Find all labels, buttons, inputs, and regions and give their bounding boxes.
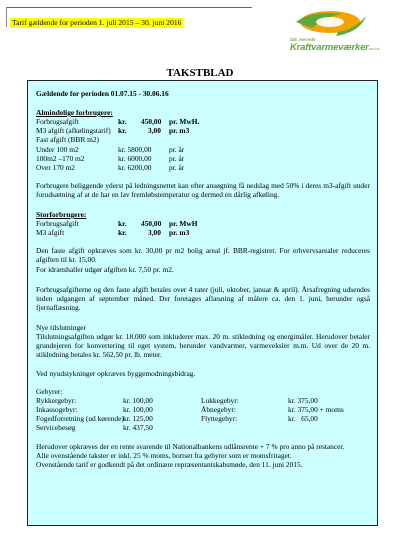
tariff-box xyxy=(27,80,378,526)
fast-row-label: 100m2 –170 m2 xyxy=(36,154,85,163)
tilslutning-paragraph: Tilslutningsafgiften udgør kr. 18.000 som inkluderer max. 20 m. stikledning og energimåler. Herudover betaler grundejeren for konvertering til eget system, herunder vandvarmer, varmeveksler m.m. Ud over de 20 m. stikledning betales kr. 562,50 pr. lb. meter. xyxy=(36,332,370,360)
alm-row-kr: kr. xyxy=(118,126,127,135)
gebyr-amount: kr. 375,00 + moms xyxy=(288,405,344,414)
logo-brand xyxy=(290,42,380,53)
fast-row-kr: kr. 5800,00 xyxy=(118,145,152,154)
gebyr-label: Servicebesøg xyxy=(36,423,76,432)
logo-suffix: a.m.b.a. xyxy=(368,47,380,51)
gebyr-amount: kr. 437,50 xyxy=(123,423,153,432)
fast-row-unit: pr. år xyxy=(169,145,185,154)
header-rule-left xyxy=(6,7,7,27)
period-heading: Gældende for perioden 01.07.15 - 30.06.16 xyxy=(36,89,169,98)
tilslutning-heading: Nye tilslutninger xyxy=(36,323,86,332)
company-logo xyxy=(282,6,378,54)
footer-line: Alle ovenstående takster er inkl. 25 % moms, bortset fra gebyrer som er momsfritaget. xyxy=(36,451,292,460)
gebyr-label: Inkassogebyr: xyxy=(36,405,78,414)
gebyr-amount: kr. 375,00 xyxy=(288,396,318,405)
alm-row-amount: 3,00 xyxy=(148,126,161,135)
alm-row-amount: 450,00 xyxy=(141,117,162,126)
storforbrugere-heading: Storforbrugere: xyxy=(36,210,87,219)
rater-paragraph: Forbrugsafgifterne og den faste afgift betales over 4 rater (juli, oktober, januar & april). Årsafregning udsendes inden udgangen af september måned. Der foretages aflæsning af målere ca. den 1. juni, herunder også fjernaflæsning. xyxy=(36,285,370,313)
alm-row-label: M3 afgift (afkølingstarif) xyxy=(36,126,111,135)
gebyr-label: Fogedforretning (ud kørende) xyxy=(36,414,124,423)
fast-row-label: Over 170 m2 xyxy=(36,163,75,172)
nyudstykning-paragraph: Ved nyudstykninger opkræves byggemodningsbidrag. xyxy=(36,369,196,378)
almindelige-heading: Almindelige forbrugere: xyxy=(36,108,113,117)
gebyr-label: Rykkergebyr: xyxy=(36,396,77,405)
stor-row-unit: pr. m3 xyxy=(169,228,190,237)
gebyr-label: Åbnegebyr: xyxy=(201,405,236,414)
header-rule xyxy=(6,7,252,8)
fast-afgift-label: Fast afgift (BBR m2) xyxy=(36,135,100,144)
stor-row-kr: kr. xyxy=(118,219,127,228)
stor-row-label: M3 afgift xyxy=(36,228,65,237)
stor-row-unit: pr. MwH xyxy=(169,219,198,228)
footer-line: Herudover opkræves der en rente svarende til Nationalbankens udlånsrente + 7 % pro anno på restancer. xyxy=(36,442,345,451)
gebyr-amount: kr. 100,00 xyxy=(123,405,153,414)
fast-row-kr: kr. 6200,00 xyxy=(118,163,152,172)
stor-row-label: Forbrugsafgift xyxy=(36,219,79,228)
faste-afgift-paragraph: Den faste afgift opkræves som kr. 30,00 pr m2 bolig areal jf. BBR-registret. For erhvervsarealer reduceres afgiften til kr. 15,00. xyxy=(36,246,370,265)
gebyrer-heading: Gebyrer: xyxy=(36,387,63,396)
alm-row-unit: pr. m3 xyxy=(169,126,190,135)
alm-row-kr: kr. xyxy=(118,117,127,126)
stor-row-kr: kr. xyxy=(118,228,127,237)
gebyr-label: Flyttegebyr: xyxy=(201,414,238,423)
gebyr-amount: kr. 100,00 xyxy=(123,396,153,405)
logo-swoosh-icon xyxy=(282,6,378,40)
logo-subtitle: Sdr. Herreds xyxy=(290,37,316,42)
gebyr-label: Lukkegebyr: xyxy=(201,396,239,405)
logo-brand-text: Kraftvarmeværker xyxy=(290,42,369,53)
idraetshal-paragraph: For idrætshaller udgør afgiften kr. 7,50 pr. m2. xyxy=(36,265,174,274)
fast-row-unit: pr. år xyxy=(169,154,185,163)
gebyr-amount: kr. 65,00 xyxy=(288,414,318,423)
stor-row-amount: 450,00 xyxy=(141,219,162,228)
stor-row-amount: 3,00 xyxy=(148,228,161,237)
alm-row-label: Forbrugsafgift xyxy=(36,117,79,126)
fast-row-kr: kr. 6000,00 xyxy=(118,154,152,163)
fast-row-unit: pr. år xyxy=(169,163,185,172)
alm-row-unit: pr. MwH. xyxy=(169,117,200,126)
forbrugere-paragraph: Forbrugere beliggende yderst på ledningsnettet kan efter ansøgning få nedslag med 50% i deres m3-afgift under forudsætning af at de har en lav fremløbstemperatur og dermed en dårlig afkøling. xyxy=(36,181,370,200)
footer-line: Ovenstående tarif er godkendt på det ordinære repræsentantskabsmøde, den 11. juni 2015. xyxy=(36,460,303,469)
page-title: TAKSTBLAD xyxy=(166,67,234,79)
gebyr-amount: kr. 125,00 xyxy=(123,414,153,423)
tarif-period-label: Tarif gældende for perioden 1. juli 2015 – 30. juni 2016 xyxy=(12,18,182,27)
fast-row-label: Under 100 m2 xyxy=(36,145,79,154)
header-bar xyxy=(6,5,252,27)
